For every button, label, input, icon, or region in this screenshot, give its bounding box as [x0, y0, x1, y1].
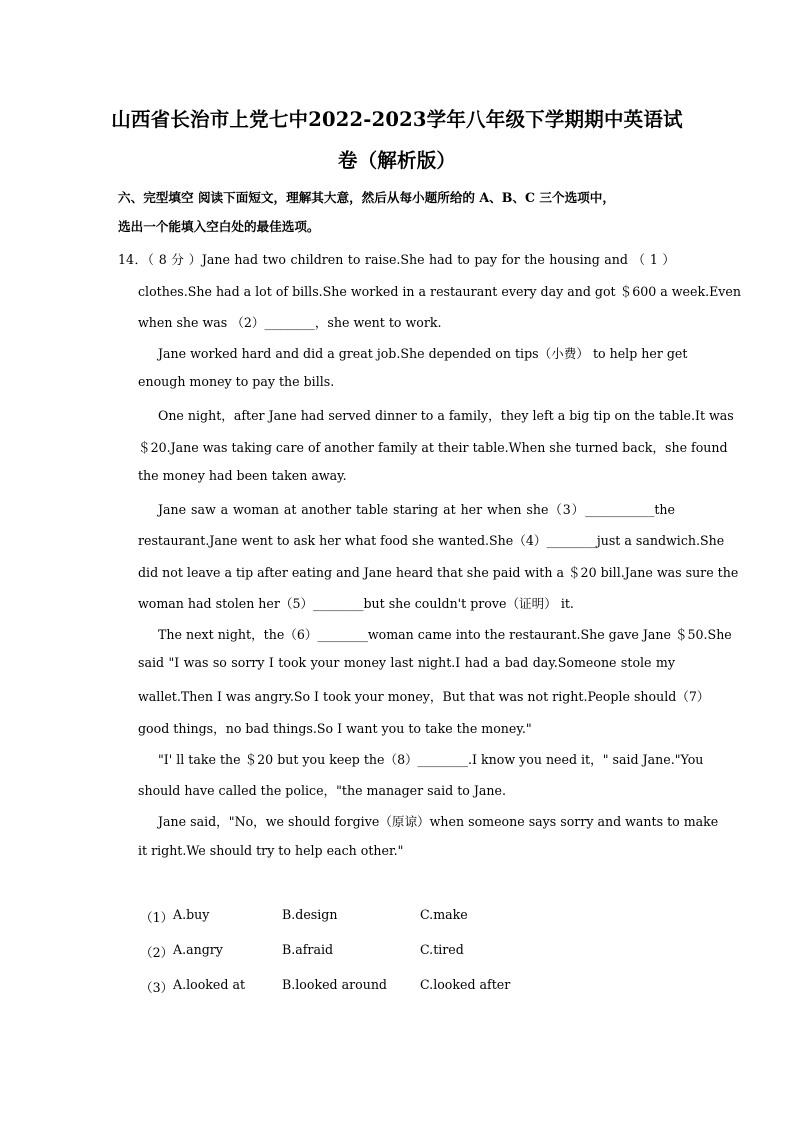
option-b: B.afraid	[282, 942, 334, 957]
passage-line: clothes.She had a lot of bills.She worked in a restaurant every day and got ＄600 a week.Even	[138, 284, 741, 299]
option-c: C.looked after	[420, 977, 511, 992]
passage-line: it right.We should try to help each other."	[138, 843, 404, 858]
option-b: B.looked around	[282, 977, 387, 992]
passage-line: wallet.Then I was angry.So I took your money，But that was not right.People should（7）	[138, 689, 710, 704]
option-c: C.tired	[420, 942, 464, 957]
passage-line: ＄20.Jane was taking care of another family at their table.When she turned back，she found	[138, 440, 728, 455]
option-number: （1）	[140, 910, 174, 925]
passage-line: Jane said，"No，we should forgive（原谅）when someone says sorry and wants to make	[158, 814, 719, 829]
option-b: B.design	[282, 907, 338, 922]
passage-line: 14．（ 8 分 ）Jane had two children to raise.She had to pay for the housing and （ 1 ）	[118, 252, 675, 267]
passage-line: said "I was so sorry I took your money last night.I had a bad day.Someone stole my	[138, 655, 675, 670]
option-number: （3）	[140, 980, 174, 995]
option-c: C.make	[420, 907, 468, 922]
document-title-line-2: 卷（解析版）	[337, 149, 457, 172]
option-number: （2）	[140, 945, 174, 960]
passage-line: the money had been taken away.	[138, 468, 347, 483]
passage-line: woman had stolen her（5）________but she couldn't prove（证明） it.	[138, 596, 574, 611]
option-a: A.looked at	[173, 977, 246, 992]
passage-line: "I' ll take the ＄20 but you keep the（8）________.I know you need it，" said Jane."You	[158, 752, 704, 767]
passage-line: Jane saw a woman at another table staring at her when she（3）___________the	[158, 502, 675, 517]
option-a: A.angry	[173, 942, 223, 957]
section-instruction-line-1: 六、完型填空 阅读下面短文，理解其大意，然后从每小题所给的 A、B、C 三个选项中，	[118, 190, 615, 205]
passage-line: Jane worked hard and did a great job.She depended on tips（小费） to help her get	[158, 346, 688, 361]
passage-line: when she was （2）________，she went to work.	[138, 315, 442, 330]
passage-line: should have called the police，"the manager said to Jane.	[138, 783, 506, 798]
passage-line: did not leave a tip after eating and Jane heard that she paid with a ＄20 bill.Jane was sure the	[138, 565, 739, 580]
passage-line: The next night，the（6）________woman came into the restaurant.She gave Jane ＄50.She	[158, 627, 732, 642]
passage-line: good things，no bad things.So I want you to take the money."	[138, 721, 532, 736]
passage-line: restaurant.Jane went to ask her what food she wanted.She（4）________just a sandwich.She	[138, 533, 725, 548]
section-instruction-line-2: 选出一个能填入空白处的最佳选项。	[118, 219, 320, 234]
document-title-line-1: 山西省长治市上党七中2022-2023学年八年级下学期期中英语试	[111, 108, 683, 131]
passage-line: enough money to pay the bills.	[138, 374, 335, 389]
option-a: A.buy	[173, 907, 210, 922]
passage-line: One night，after Jane had served dinner to a family，they left a big tip on the table.It was	[158, 408, 734, 423]
